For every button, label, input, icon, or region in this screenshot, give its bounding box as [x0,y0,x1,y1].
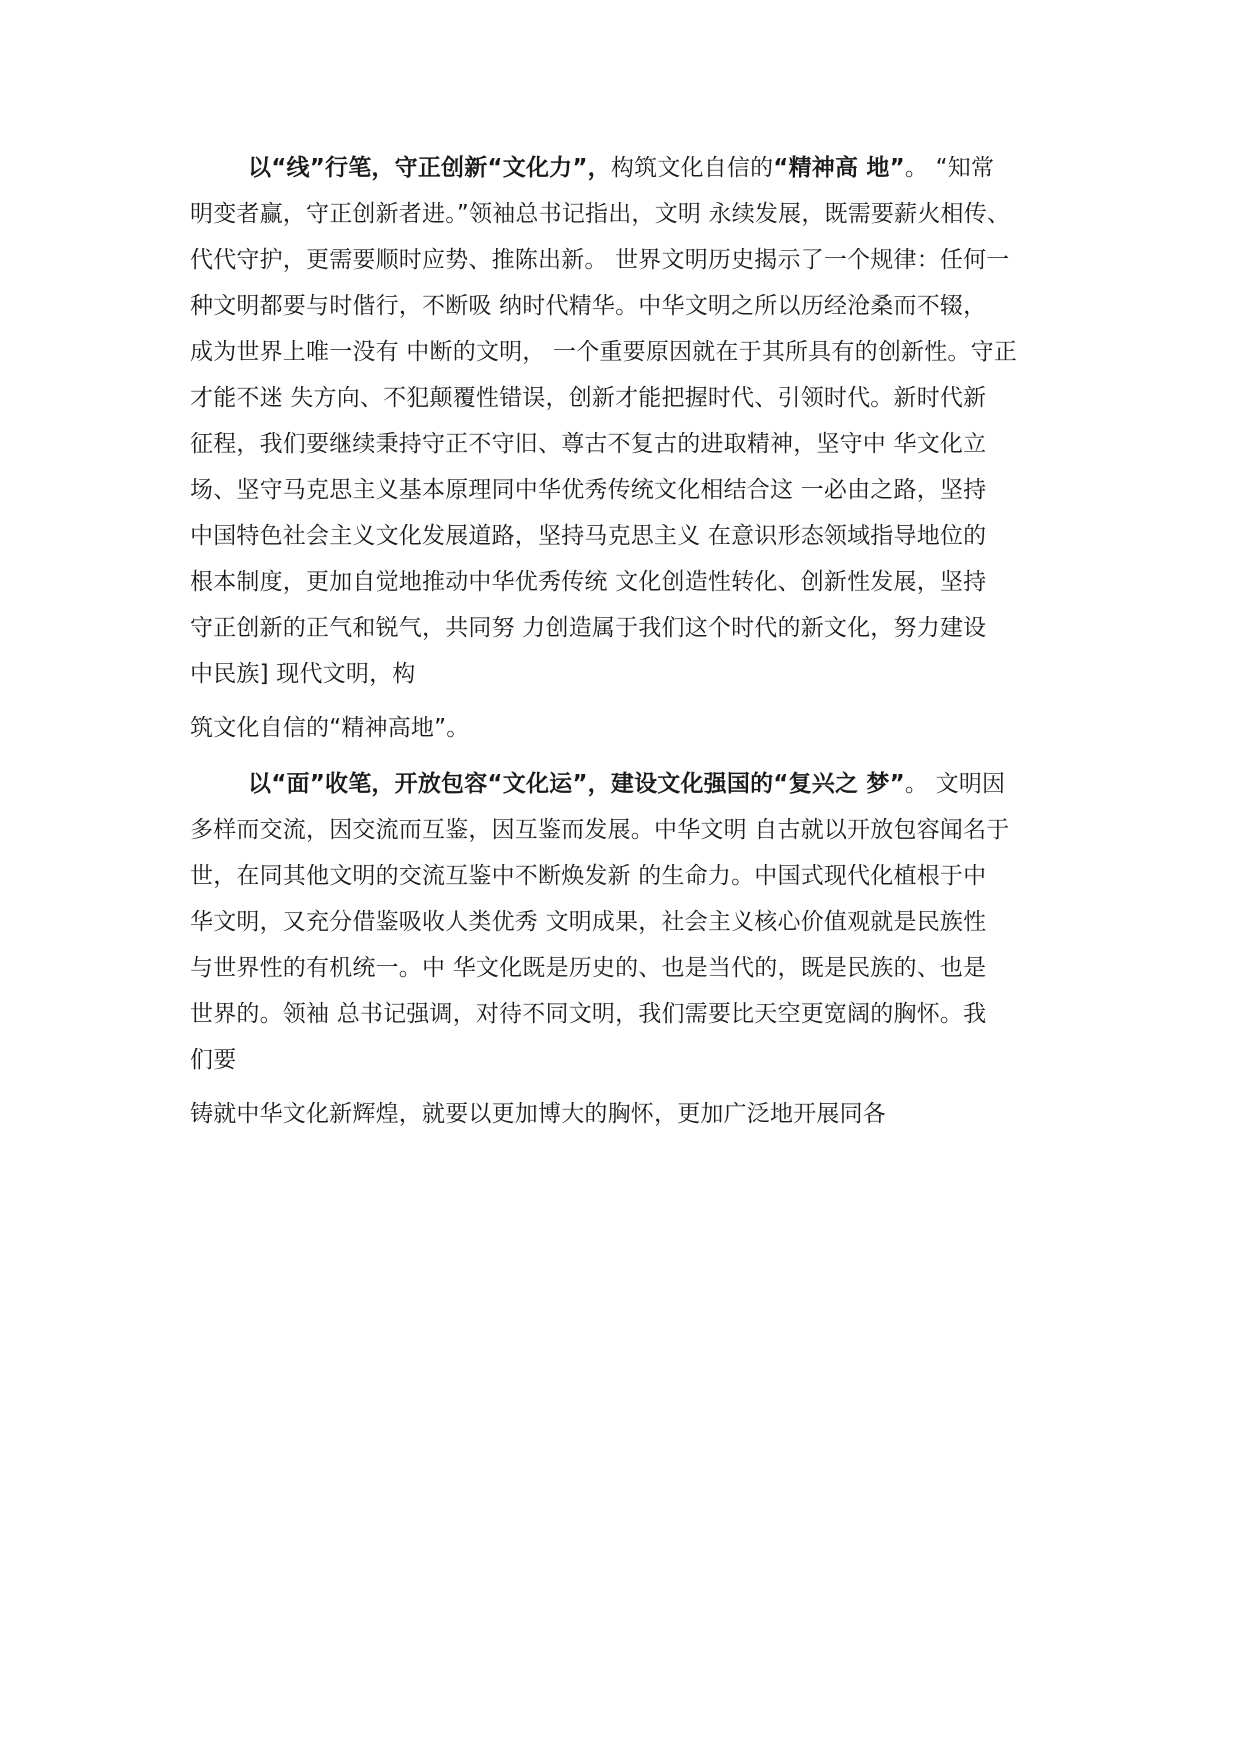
paragraph-2-line-6: 世界的。领袖 总书记强调，对待不同文明，我们需要比天空更宽阔的胸怀。我 [190,1001,987,1027]
paragraph-1-heading-plain: 构筑文化自信的 [610,155,774,181]
paragraph-1-line-4: 种文明都要与时偕行，不断吸 纳时代精华。中华文明之所以历经沧桑而不辍， [190,293,987,319]
paragraph-1-line-10: 根本制度，更加自觉地推动中华优秀传统 文化创造性转化、创新性发展，坚持 [190,569,987,595]
paragraph-2-line-2: 多样而交流，因交流而互鉴，因互鉴而发展。中华文明 自古就以开放包容闻名于 [190,817,1010,843]
paragraph-1-line-5: 成为世界上唯一没有 中断的文明， 一个重要原因就在于其所具有的创新性。守正 [190,339,1018,365]
paragraph-2-line-1 [248,766,1070,802]
paragraph-1-heading: 以“线”行笔，守正创新“文化力”， [248,155,611,181]
paragraph-2-line-4: 华文明，又充分借鉴吸收人类优秀 文明成果，社会主义核心价值观就是民族性 [190,909,987,935]
paragraph-1-line-2: 明变者赢，守正创新者进。”领袖总书记指出，文明 永续发展，既需要薪火相传、 [190,201,1011,227]
paragraph-2-line-1-tail: 。 文明因 [904,771,1006,797]
paragraph-1-continuation: 筑文化自信的“精神高地”。 [190,715,470,741]
paragraph-1-line-3: 代代守护，更需要顺时应势、推陈出新。 世界文明历史揭示了一个规律：任何一 [190,247,1010,273]
paragraph-1-line-11: 守正创新的正气和锐气，共同努 力创造属于我们这个时代的新文化，努力建设 [190,615,987,641]
paragraph-2-line-7: 们要 [190,1047,237,1073]
paragraph-1-heading-end: “精神高 地” [773,155,905,181]
paragraph-1-line-8: 场、坚守马克思主义基本原理同中华优秀传统文化相结合这 一必由之路，坚持 [190,477,987,503]
paragraph-2-heading: 以“面”收笔，开放包容“文化运”，建设文化强国的“复兴之 梦” [248,771,905,797]
paragraph-1-line-6: 才能不迷 失方向、不犯颠覆性错误，创新才能把握时代、引领时代。新时代新 [190,385,987,411]
paragraph-1-line-1 [248,150,1070,186]
paragraph-1-line-12: 中民族] 现代文明，构 [190,661,416,687]
paragraph-2-line-5: 与世界性的有机统一。中 华文化既是历史的、也是当代的，既是民族的、也是 [190,955,987,981]
paragraph-2-continuation: 铸就中华文化新辉煌，就要以更加博大的胸怀，更加广泛地开展同各 [190,1101,886,1127]
paragraph-1-line-7: 征程，我们要继续秉持守正不守旧、尊古不复古的进取精神，坚守中 华文化立 [190,431,987,457]
paragraph-2-line-3: 世，在同其他文明的交流互鉴中不断焕发新 的生命力。中国式现代化植根于中 [190,863,987,889]
paragraph-1-line-9: 中国特色社会主义文化发展道路，坚持马克思主义 在意识形态领域指导地位的 [190,523,987,549]
paragraph-1-line-1-tail: 。 “知常 [904,155,995,181]
